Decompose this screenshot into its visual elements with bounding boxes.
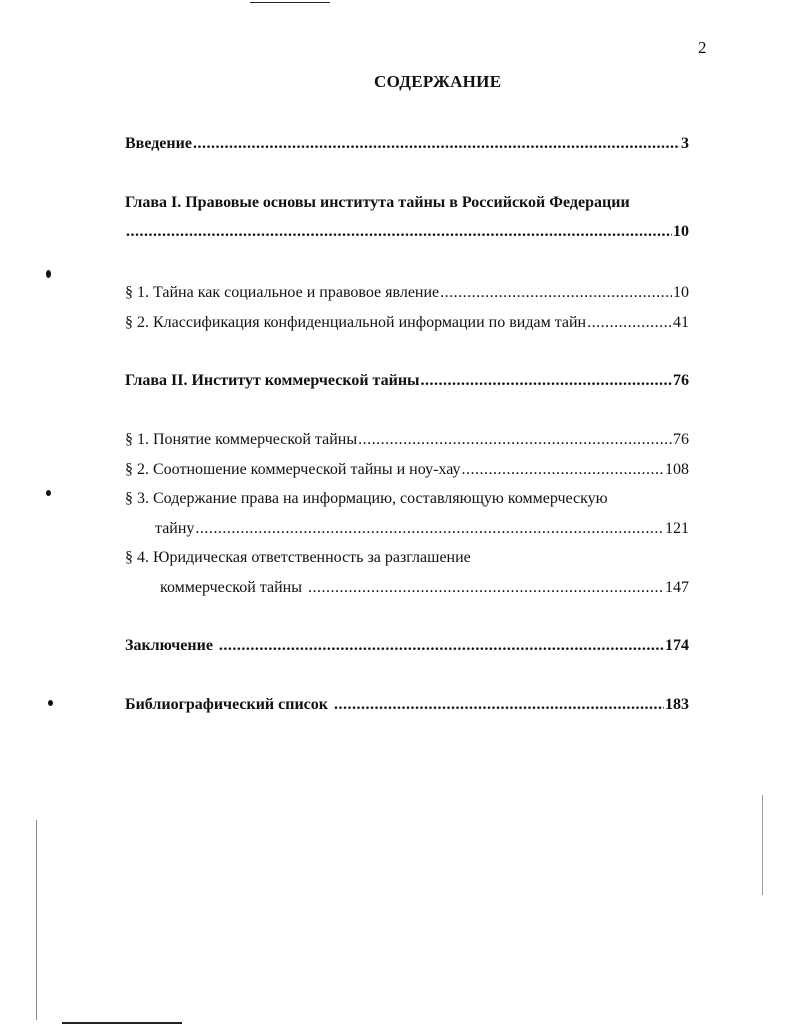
- toc-entry-intro[interactable]: [125, 134, 689, 154]
- toc-leader-dots: [219, 636, 664, 656]
- toc-entry-label: § 1. Понятие коммерческой тайны: [125, 431, 358, 448]
- toc-ch2-sec3-line1[interactable]: § 3. Содержание права на информацию, составляющую коммерческую: [125, 490, 608, 507]
- scan-mark: [48, 700, 53, 706]
- toc-entry-ch1-sec1[interactable]: [125, 283, 689, 303]
- toc-entry-page: 76: [673, 431, 689, 448]
- scan-artifact-bottom-line: [62, 1022, 182, 1024]
- page-title-text: СОДЕРЖАНИЕ: [374, 72, 502, 91]
- toc-entry-label: коммерческой тайны: [160, 579, 302, 596]
- toc-leader-dots: [587, 313, 672, 333]
- toc-entry-ch2-sec1[interactable]: [125, 430, 689, 450]
- toc-entry-label: Заключение: [125, 637, 213, 654]
- toc-entry-chapter2[interactable]: [125, 371, 689, 391]
- scan-artifact-right-margin: [762, 795, 763, 895]
- toc-entry-page: 10: [673, 284, 689, 301]
- toc-entry-label: § 2. Соотношение коммерческой тайны и ноу-хау: [125, 461, 461, 478]
- toc-leader-dots: [440, 283, 672, 303]
- toc-entry-page: 174: [665, 637, 689, 654]
- scan-mark: [46, 270, 51, 278]
- toc-entry-ch2-sec2[interactable]: [125, 460, 689, 480]
- toc-ch2-sec4-line1[interactable]: § 4. Юридическая ответственность за разглашение: [125, 549, 471, 566]
- toc-leader-dots: [334, 695, 664, 715]
- toc-leader-dots: [421, 371, 672, 391]
- toc-entry-ch2-sec4[interactable]: [160, 578, 689, 598]
- toc-entry-label: § 1. Тайна как социальное и правовое явление: [125, 284, 440, 301]
- toc-leader-dots: [126, 222, 672, 242]
- toc-entry-ch2-sec3[interactable]: [155, 519, 689, 539]
- toc-entry-page: 183: [665, 696, 689, 713]
- page-number: 2: [698, 38, 707, 57]
- scan-artifact-top-line: [250, 2, 330, 3]
- toc-entry-page: 108: [665, 461, 689, 478]
- toc-chapter1-title[interactable]: Глава I. Правовые основы института тайны в Российской Федерации: [125, 194, 630, 211]
- scan-artifact-left-margin: [36, 820, 37, 1020]
- toc-entry-page: 121: [665, 520, 689, 537]
- toc-entry-page: 147: [665, 579, 689, 596]
- toc-entry-ch1-sec2[interactable]: [125, 313, 689, 333]
- toc-entry-label: § 2. Классификация конфиденциальной информации по видам тайн: [125, 314, 587, 331]
- toc-entry-page: 41: [673, 314, 689, 331]
- toc-entry-page: 3: [681, 135, 689, 152]
- toc-entry-chapter1[interactable]: [125, 222, 689, 242]
- toc-entry-page: 10: [673, 223, 689, 240]
- scan-mark: [46, 490, 51, 496]
- toc-entry-label: Библиографический список: [125, 696, 328, 713]
- toc-leader-dots: [193, 134, 680, 154]
- toc-leader-dots: [358, 430, 672, 450]
- toc-leader-dots: [462, 460, 664, 480]
- toc-entry-bibliography[interactable]: [125, 695, 689, 715]
- toc-leader-dots: [195, 519, 664, 539]
- toc-entry-label: тайну: [155, 520, 195, 537]
- toc-entry-conclusion[interactable]: [125, 636, 689, 656]
- toc-entry-label: Глава II. Институт коммерческой тайны: [125, 372, 420, 389]
- toc-entry-page: 76: [673, 372, 689, 389]
- toc-leader-dots: [308, 578, 664, 598]
- toc-entry-label: Введение: [125, 135, 192, 152]
